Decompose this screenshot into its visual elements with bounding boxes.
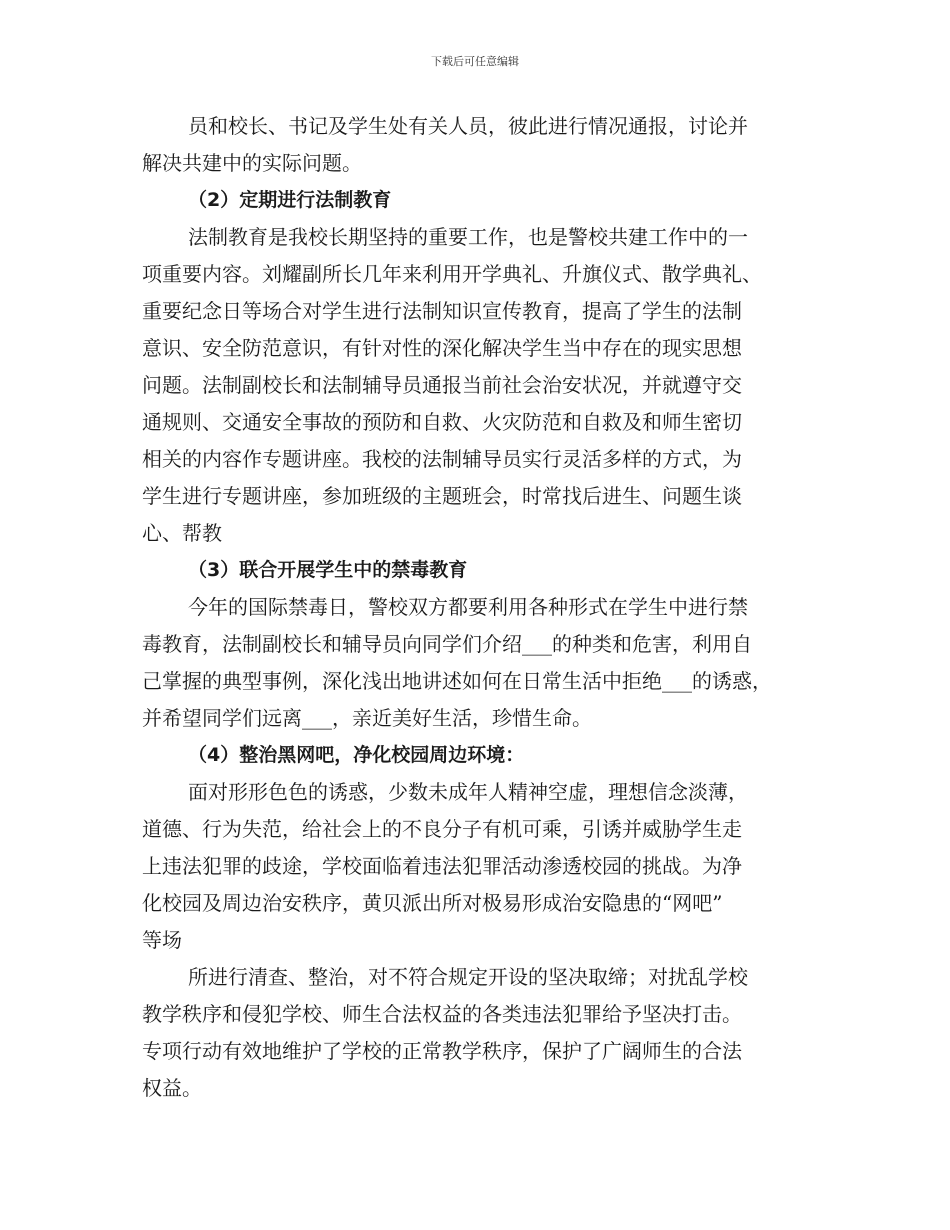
paragraph-line: 今年的国际禁毒日，警校双方都要利用各种形式在学生中进行禁 [188, 595, 748, 619]
paragraph-line: 项重要内容。刘耀副所长几年来利用开学典礼、升旗仪式、散学典礼、 [142, 262, 762, 286]
paragraph-line: 解决共建中的实际问题。 [142, 151, 362, 175]
paragraph-line: 己掌握的典型事例，深化浅出地讲述如何在日常生活中拒绝___的诱惑， [142, 669, 772, 693]
paragraph-line: 学生进行专题讲座，参加班级的主题班会，时常找后进生、问题生谈 [142, 484, 742, 508]
paragraph-line: 权益。 [142, 1076, 202, 1100]
paragraph-line: 等场 [142, 928, 182, 952]
paragraph-line: 意识、安全防范意识，有针对性的深化解决学生当中存在的现实思想 [142, 336, 742, 360]
paragraph-line: 问题。法制副校长和法制辅导员通报当前社会治安状况，并就遵守交 [142, 373, 742, 397]
section-heading: （2）定期进行法制教育 [188, 189, 392, 211]
section-heading: （4）整治黑网吧，净化校园周边环境： [188, 744, 525, 766]
paragraph-line: 通规则、交通安全事故的预防和自救、火灾防范和自救及和师生密切 [142, 410, 742, 434]
paragraph-line: 并希望同学们远离___，亲近美好生活，珍惜生命。 [142, 706, 592, 730]
paragraph-line: 道德、行为失范，给社会上的不良分子有机可乘，引诱并威胁学生走 [142, 817, 742, 841]
page-header: 下载后可任意编辑 [431, 55, 519, 68]
paragraph-line: 相关的内容作专题讲座。我校的法制辅导员实行灵活多样的方式，为 [142, 447, 742, 471]
paragraph-line: 面对形形色色的诱惑，少数未成年人精神空虚，理想信念淡薄， [188, 780, 748, 804]
paragraph-line: 所进行清查、整治，对不符合规定开设的坚决取缔；对扰乱学校 [188, 965, 748, 989]
paragraph-line: 员和校长、书记及学生处有关人员，彼此进行情况通报，讨论并 [188, 114, 748, 138]
section-heading: （3）联合开展学生中的禁毒教育 [188, 559, 468, 581]
paragraph-line: 心、帮教 [142, 521, 222, 545]
paragraph-line: 上违法犯罪的歧途，学校面临着违法犯罪活动渗透校园的挑战。为净 [142, 854, 742, 878]
paragraph-line: 法制教育是我校长期坚持的重要工作，也是警校共建工作中的一 [188, 225, 748, 249]
document-body [142, 108, 812, 1107]
paragraph-line: 毒教育，法制副校长和辅导员向同学们介绍___的种类和危害，利用自 [142, 632, 752, 656]
paragraph-line: 化校园及周边治安秩序，黄贝派出所对极易形成治安隐患的“网吧” [142, 891, 723, 915]
paragraph-line: 重要纪念日等场合对学生进行法制知识宣传教育，提高了学生的法制 [142, 299, 742, 323]
paragraph-line: 专项行动有效地维护了学校的正常教学秩序，保护了广阔师生的合法 [142, 1039, 742, 1063]
paragraph-line: 教学秩序和侵犯学校、师生合法权益的各类违法犯罪给予坚决打击。 [142, 1002, 742, 1026]
